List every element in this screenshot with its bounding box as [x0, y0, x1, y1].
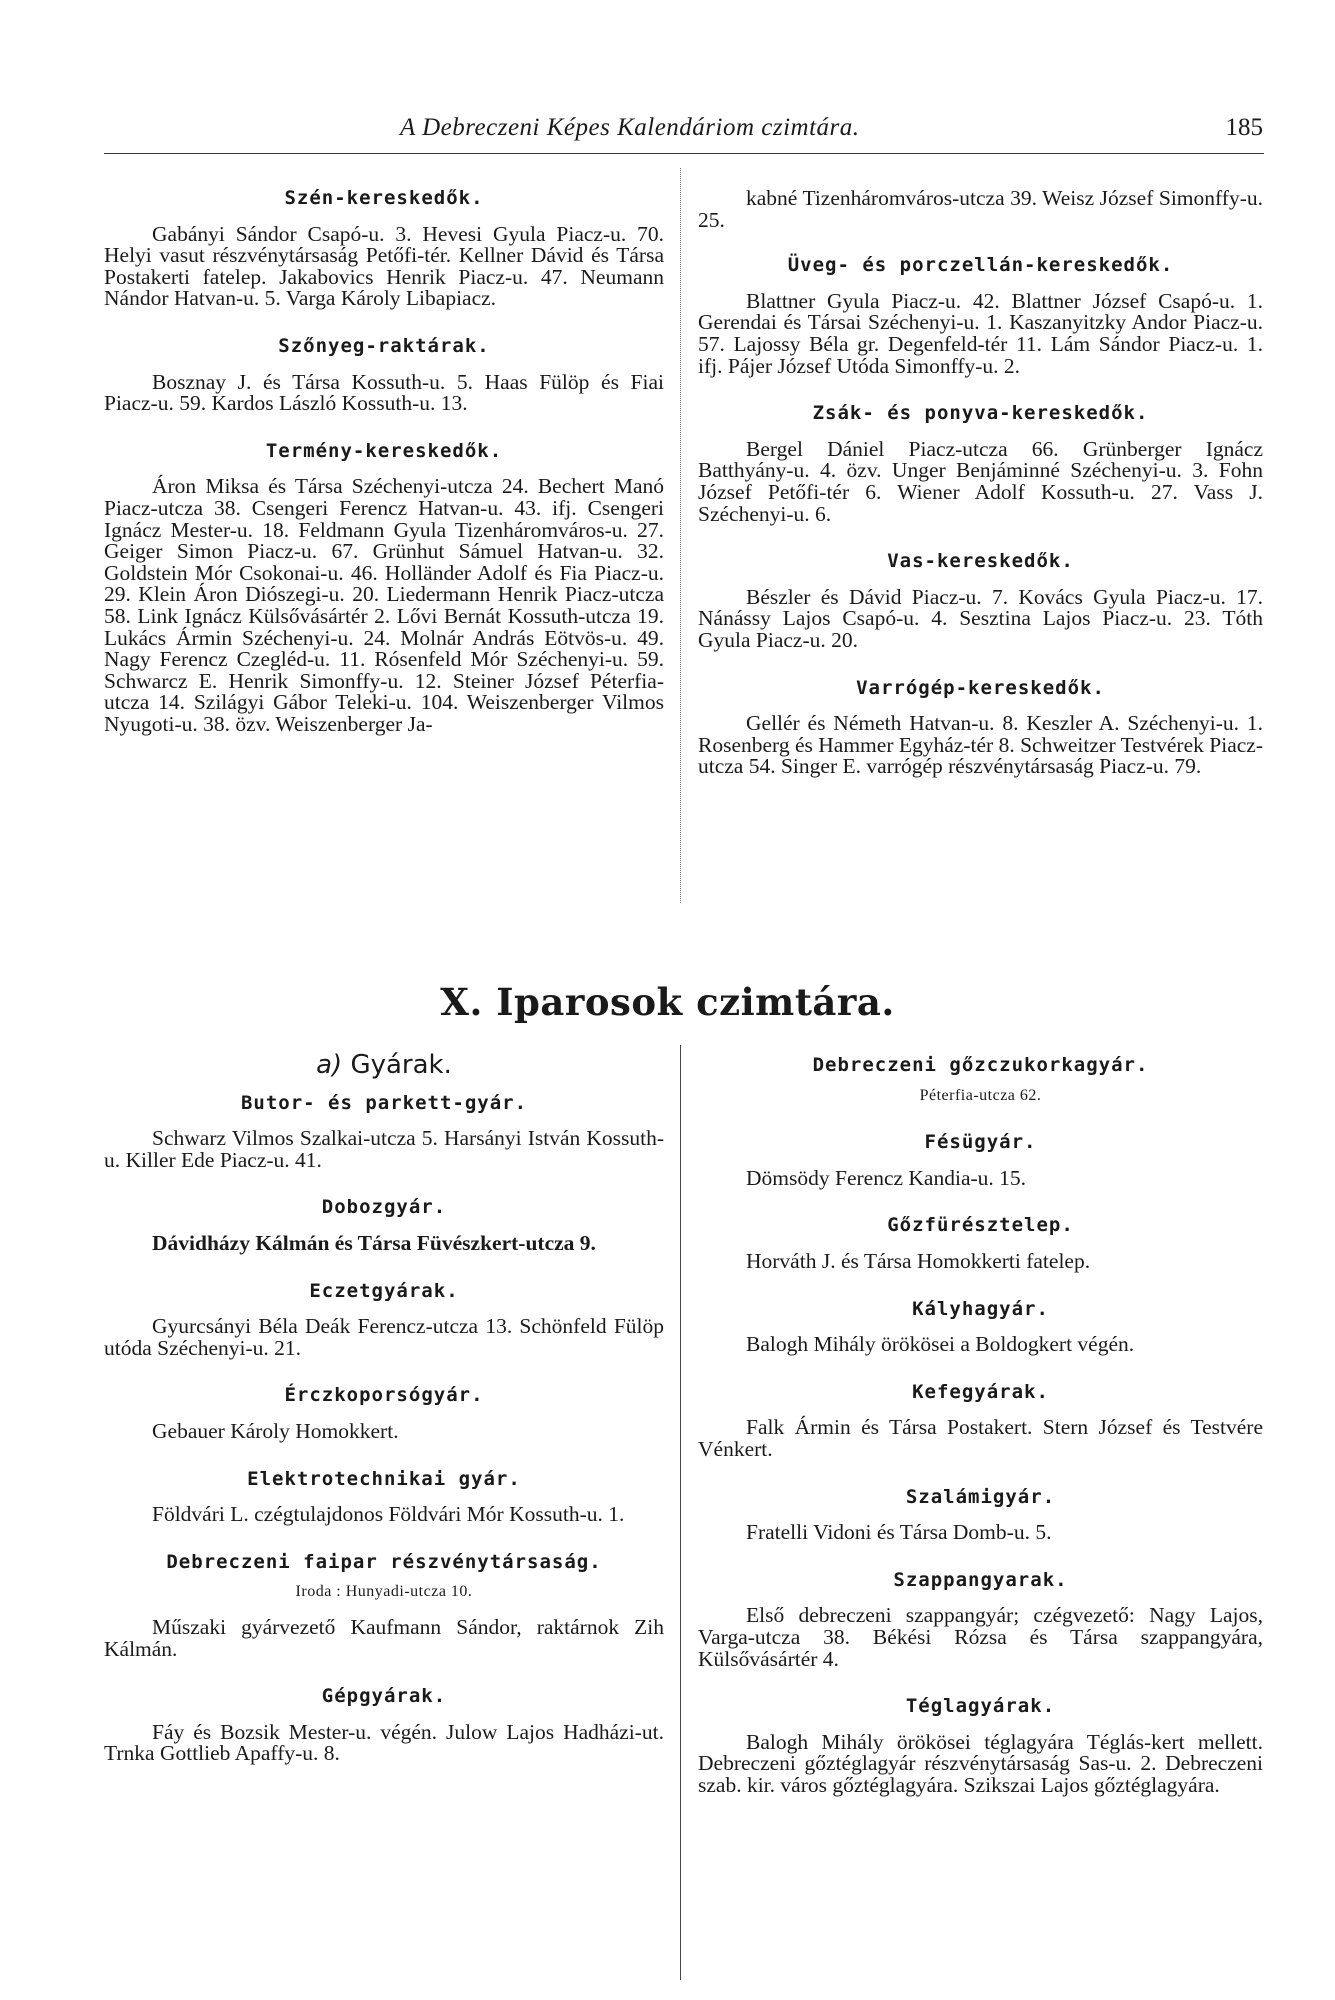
section-heading: Érczkoporsógyár. — [284, 1384, 484, 1407]
section-text: Balogh Mihály örökösei téglagyára Téglás-kert mellett. Debreczeni gőztéglagyár részvénytársaság Sas-u. 2. Debreczeni szab. kir. város gőztéglagyára. Szikszai Lajos gőztéglagyára. — [698, 1729, 1263, 1797]
section-text — [104, 1230, 664, 1255]
column-divider-top — [680, 168, 681, 903]
group-title: Gyárak. — [350, 1050, 452, 1080]
section-text: Falk Ármin és Társa Postakert. Stern József és Testvére Vénkert. — [698, 1415, 1263, 1461]
section-text: Blattner Gyula Piacz-u. 42. Blattner József Csapó-u. 1. Gerendai és Társai Széchenyi-u. 1. Kaszanyitzky Andor Piacz-u. 57. Lajossy Béla gr. Degenfeld-tér 11. Lám Sándor Piacz-u. 1. ifj. Pájer József Utóda Simonffy-u. 2. — [698, 288, 1263, 378]
section-text: Gabányi Sándor Csapó-u. 3. Hevesi Gyula Piacz-u. 70. Helyi vasut részvénytársaság Petőfi-tér. Kellner Dávid és Társa Postakerti fatelep. Jakabovics Henrik Piacz-u. 47. Neumann Nándor Hatvan-u. 5. Varga Károly Libapiacz. — [104, 221, 664, 311]
section-heading: Szalámigyár. — [905, 1485, 1056, 1508]
section-heading: Debreczeni faipar részvénytársaság. — [166, 1550, 602, 1573]
section-szalami — [698, 1487, 1263, 1544]
section-termeny — [104, 441, 664, 736]
section-text: Első debreczeni szappangyár; czégvezető: Nagy Lajos, Varga-utcza 38. Békési Rózsa és Társa szappangyára, Külsővásártér 4. — [698, 1603, 1263, 1671]
section-heading: Vas-kereskedők. — [887, 550, 1074, 573]
section-fesu — [698, 1132, 1263, 1189]
section-varrogep — [698, 678, 1263, 778]
section-szen — [104, 188, 664, 310]
section-text: Bosznay J. és Társa Kossuth-u. 5. Haas Fülöp és Fiai Piacz-u. 59. Kardos László Kossuth-u. 13. — [104, 369, 664, 416]
section-kefe — [698, 1382, 1263, 1461]
section-heading: Szőnyeg-raktárak. — [278, 334, 490, 357]
section-eczet — [104, 1281, 664, 1360]
section-vas — [698, 551, 1263, 651]
section-heading: Eczetgyárak. — [309, 1279, 459, 1302]
section-heading: Szén-kereskedők. — [284, 187, 484, 209]
section-heading: Butor- és parkett-gyár. — [240, 1091, 528, 1114]
column-divider-bottom — [680, 1045, 681, 1980]
section-heading: Fésügyár. — [924, 1131, 1037, 1154]
section-heading: Kefegyárak. — [912, 1380, 1049, 1403]
section-heading: Kályhagyár. — [912, 1297, 1049, 1320]
section-gep — [104, 1686, 664, 1765]
section-heading: Debreczeni gőzczukorkagyár. — [812, 1054, 1149, 1076]
section-text: Gebauer Károly Homokkert. — [152, 1418, 399, 1443]
section-heading: Gőzfürésztelep. — [887, 1214, 1074, 1237]
section-doboz — [104, 1197, 664, 1254]
chapter-title: X. Iparosok czimtára. — [440, 980, 895, 1024]
bold-lead: Dávidházy Kálmán és Társa Füvészkert-utcza 9. — [152, 1230, 596, 1255]
section-zsak — [698, 403, 1263, 525]
section-szonyeg — [104, 336, 664, 415]
section-heading: Zsák- és ponyva-kereskedők. — [812, 402, 1149, 425]
section-butor — [104, 1093, 664, 1172]
section-text: Dömsödy Ferencz Kandia-u. 15. — [746, 1165, 1027, 1190]
continuation-text: kabné Tizenháromváros-utcza 39. Weisz József Simonffy-u. 25. — [698, 186, 1263, 232]
section-heading: Elektrotechnikai gyár. — [247, 1467, 521, 1490]
section-text: Fáy és Bozsik Mester-u. végén. Julow Lajos Hadházi-ut. Trnka Gottlieb Apaffy-u. 8. — [104, 1719, 664, 1766]
section-text: Schwarz Vilmos Szalkai-utcza 5. Harsányi István Kossuth-u. Killer Ede Piacz-u. 41. — [104, 1126, 664, 1172]
section-text: Horváth J. és Társa Homokkerti fatelep. — [746, 1248, 1091, 1273]
bottom-right-column — [698, 1055, 1263, 1822]
section-text: Gyurcsányi Béla Deák Ferencz-utcza 13. Schönfeld Fülöp utóda Széchenyi-u. 21. — [104, 1314, 664, 1360]
top-left-column — [104, 188, 664, 761]
section-ercz — [104, 1385, 664, 1442]
section-heading: Varrógép-kereskedők. — [856, 676, 1105, 699]
section-kalyha — [698, 1299, 1263, 1356]
section-text: Bergel Dániel Piacz-utcza 66. Grünberger Ignácz Batthyány-u. 4. özv. Unger Benjáminné Széchenyi-u. 3. Fohn József Petőfi-tér 6. Wiener Adolf Kossuth-u. 27. Vass J. Széchenyi-u. 6. — [698, 436, 1263, 526]
section-text: Földvári L. czégtulajdonos Földvári Mór Kossuth-u. 1. — [152, 1502, 625, 1527]
section-gozfuresz — [698, 1215, 1263, 1272]
section-heading: Üveg- és porczellán-kereskedők. — [787, 254, 1174, 277]
section-elektro — [104, 1469, 664, 1526]
section-text: Fratelli Vidoni és Társa Domb-u. 5. — [746, 1520, 1052, 1545]
section-text: Áron Miksa és Társa Széchenyi-utcza 24. Bechert Manó Piacz-utcza 38. Csengeri Ferencz Hatvan-u. 43. ifj. Csengeri Ignácz Mester-u. 18. Feldmann Gyula Tizenháromváros-u. 27. Geiger Simon Piacz-u. 67. Grünhut Sámuel Hatvan-u. 32. Goldstein Mór Csokonai-u. 46. Holländer Adolf és Fia Piacz-u. 29. Klein Áron Diószegi-u. 20. Liedermann Henrik Piacz-utcza 58. Link Ignácz Külsővásártér 2. Lővi Bernát Kossuth-utcza 19. Lukács Ármin Széchenyi-u. 24. Molnár András Eötvös-u. 49. Nagy Ferencz Czegléd-u. 11. Rósenfeld Mór Széchenyi-u. 59. Schwarcz E. Henrik Simonffy-u. 12. Steiner József Péterfia-utcza 14. Szilágyi Gábor Teleki-u. 104. Weiszenberger Vilmos Nyugoti-u. 38. özv. Weiszenberger Ja- — [104, 474, 664, 736]
section-heading: Dobozgyár. — [321, 1196, 447, 1219]
running-head — [0, 108, 1335, 148]
header-rule — [104, 153, 1264, 154]
bottom-left-column — [104, 1050, 664, 1791]
running-title: A Debreczeni Képes Kalendáriom czimtára. — [400, 114, 860, 141]
section-heading: Gépgyárak. — [321, 1685, 447, 1708]
section-faipar — [104, 1552, 664, 1660]
section-text: Gellér és Németh Hatvan-u. 8. Keszler A. Széchenyi-u. 1. Rosenberg és Hammer Egyház-tér 8. Schweitzer Testvérek Piacz-utcza 54. Singer E. varrógép részvénytársaság Piacz-u. 79. — [698, 711, 1263, 779]
section-heading: Termény-kereskedők. — [265, 439, 503, 462]
section-text: Bészler és Dávid Piacz-u. 7. Kovács Gyula Piacz-u. 17. Nánássy Lajos Csapó-u. 4. Sesztina Lajos Piacz-u. 23. Tóth Gyula Piacz-u. 20. — [698, 584, 1263, 652]
group-letter: a) — [316, 1050, 343, 1080]
section-subheading: Péterfia-utcza 62. — [919, 1086, 1042, 1104]
section-text: Balogh Mihály örökösei a Boldogkert végén. — [746, 1332, 1135, 1357]
page-number: 185 — [1225, 114, 1263, 141]
group-heading — [104, 1050, 664, 1080]
section-tegla — [698, 1696, 1263, 1796]
section-czukorka — [698, 1055, 1263, 1106]
section-subheading: Iroda : Hunyadi-utcza 10. — [295, 1583, 473, 1601]
top-right-column — [698, 188, 1263, 804]
section-text: Műszaki gyárvezető Kaufmann Sándor, raktárnok Zih Kálmán. — [104, 1614, 664, 1661]
section-heading: Téglagyárak. — [905, 1695, 1056, 1718]
section-uveg — [698, 255, 1263, 377]
section-heading: Szappangyarak. — [893, 1568, 1068, 1591]
section-szappan — [698, 1570, 1263, 1670]
